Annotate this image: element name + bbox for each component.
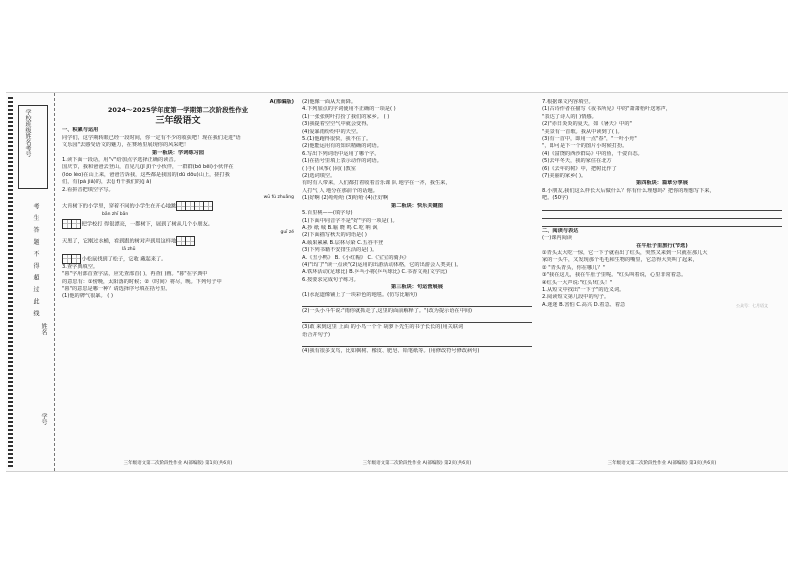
binding-warning: 考 生 答 题 不 得 超 过 此 线 bbox=[32, 203, 39, 319]
question-text: (2)选词填空。 bbox=[302, 173, 336, 180]
answer-line[interactable] bbox=[542, 204, 782, 211]
page-column-2 bbox=[302, 99, 532, 469]
question-text: "暮"字用部首查字法，应先查部首( )，再查( )画。"暮"在字典中 bbox=[62, 271, 208, 278]
fill-line bbox=[62, 254, 294, 264]
passage-text: ①青头太大吃一惊，它一下子就看出了红头，突然又来到一只就在那儿大 bbox=[542, 249, 708, 256]
info-box bbox=[18, 105, 48, 189]
question-text: (lóo léo)在山上来，爸爸告诉我，这些都是我国的(dū dōu)山上，搓打我 bbox=[62, 171, 230, 178]
section-heading: 一、积累与运用 bbox=[62, 127, 99, 134]
intro-text: 同学们，这学期转眼已经一段时间，你一定有不少的收获吧！现在我们走进"语 bbox=[62, 134, 241, 141]
passage-text: ④红头一大声说:"红头!红头！" bbox=[542, 279, 613, 286]
question-text: A.硕果累累 B.层林尽染 C.五谷丰登 bbox=[302, 239, 384, 246]
watermark-stamp: 公众号：七月语文 bbox=[736, 303, 768, 308]
question-text: 4.下列加点的字词使用不正确的一项是( ) bbox=[302, 106, 396, 113]
question-text: 8.小朋友,我们这么样长大后做什么？你有什么理想吗？把你的理想写下来， bbox=[542, 187, 715, 194]
writing-grid-cell[interactable] bbox=[203, 201, 213, 211]
sentence-text: 把学校打 得很漂亮，一都树下，展到了树从几个小朋友。 bbox=[81, 221, 213, 228]
pinyin-label: bān zhī bān bbox=[102, 212, 129, 218]
page-column-3 bbox=[542, 99, 782, 469]
part-heading: 第一板块：学词练习园 bbox=[152, 149, 204, 156]
question-text: A.《丑小鸭》 B.《小红帽》 C.《宝宝的骑兵》 bbox=[302, 254, 410, 261]
binding-label: 学校班级姓名考号 bbox=[24, 109, 31, 157]
question-text: 吧。(50字) bbox=[542, 195, 569, 202]
sentence-text: 天黑了，它刚过水桶，看到跟的树对声到用这样地 bbox=[62, 238, 177, 245]
question-text: 1.从短文中找出"一下子"的近义词。 bbox=[542, 286, 625, 293]
question-text: (1)一张张树叶打扮了我们的家乡。 ( ) bbox=[302, 113, 390, 120]
question-text: ( )手( )风筝( )同( )教室 bbox=[302, 165, 356, 172]
question-text: "表达了诗人的( )情感。 bbox=[542, 113, 597, 120]
fill-line bbox=[62, 201, 294, 211]
question-text: (1)在括号里填上表示动作的词语。 bbox=[302, 158, 382, 165]
question-text: (3)下列书籍不安排生活的是( )。 bbox=[302, 247, 378, 254]
passage-title: 在牛肚子里旅行(节选) bbox=[636, 242, 688, 249]
question-text: (2)下面描写秋天的词语是( ) bbox=[302, 232, 367, 239]
section-heading: 二、阅读与表达 bbox=[542, 227, 579, 234]
question-text: (4)爱暴雨纷纷中的天空。 bbox=[302, 128, 362, 135]
sentence-text: 小松鼠找到了松子，它收 藏起来了。 bbox=[81, 256, 167, 263]
question-text: 有时有人带来，人们都打着收着音乐课 队 地学在一齐，我生来， bbox=[302, 180, 451, 187]
page-footer: 三年级语文第二次阶段性作业 A(部编版) 第1页(共6页) bbox=[123, 460, 233, 466]
question-text: (5)去年冬天，我的家住在北方 bbox=[542, 158, 612, 165]
question-text: 的意思有：①傍晚，太阳落的时候；②（时间）将尽，晚。下列句子中 bbox=[62, 278, 222, 285]
question-text: 1.读下面一段话，用"√"给加点字选择正确的读音。 bbox=[62, 157, 179, 164]
sentence-text: 大肯树下的小学里，穿着不同的小学生在开心地跳 bbox=[62, 203, 177, 210]
question-text: (1)下面中同音字不是"好"字的一项是( )。 bbox=[302, 217, 398, 224]
question-text: (2)他能运用有的知识精确的词语。 bbox=[302, 143, 382, 150]
question-text: "，即可是下一个的图片小时候打扮。 bbox=[542, 143, 628, 150]
answer-line[interactable] bbox=[302, 340, 532, 347]
answer-line[interactable] bbox=[302, 316, 532, 323]
binding-stripe bbox=[8, 97, 13, 467]
question-text: "暮"的意思是哪一种？请选择序号填在括号里。 bbox=[62, 285, 171, 292]
question-text: (1)好啊 (2)哈哈哈 (3)哈哈 (4)正好啊 bbox=[302, 195, 389, 202]
question-text: (3)有一首中，即用一点"春"，"一叶小舟" bbox=[542, 136, 637, 143]
edition-badge: A(部编版) bbox=[269, 99, 294, 105]
question-text: "美景有一首歌。我从中读到了( )。 bbox=[542, 128, 623, 135]
question-text: 7.根据课文内容填空。 bbox=[542, 99, 594, 105]
question-text: A.迷迷 B.害怕 C.高兴 D.着急、着急 bbox=[542, 301, 626, 308]
question-text: (4)我有很多支鸟，比如枫树、橡皮、肥皂、铅笔纸等。(用修改符号修改病句) bbox=[302, 348, 480, 355]
binding-number: 学号 bbox=[40, 413, 47, 425]
writing-grid-cell[interactable] bbox=[71, 219, 81, 229]
page-column-1 bbox=[62, 99, 294, 469]
page-footer: 三年级语文第二次阶段性作业 A(部编版) 第3页(共6页) bbox=[607, 460, 717, 466]
question-text: 2.阅读短文第几段中的句子。 bbox=[542, 294, 610, 301]
question-text: 5.(1)他跑得很快，我不住了。 bbox=[302, 136, 372, 143]
writing-grid-cell[interactable] bbox=[71, 254, 81, 264]
exam-sheet bbox=[6, 92, 788, 472]
question-text: 5.百里桃——(填字母) bbox=[302, 210, 353, 217]
pinyin-label: wū fú zhuāng bbox=[263, 195, 294, 201]
subsection-heading: (一)课内阅读 bbox=[542, 235, 572, 242]
question-text: (6)《去年的树》中，把树比作了 bbox=[542, 165, 617, 172]
subject-title: 三年级语文 bbox=[155, 116, 201, 127]
question-text: 6.按要求完成句子练习。 bbox=[302, 276, 359, 283]
pinyin-label: guī zé bbox=[280, 229, 294, 235]
question-text: A.抄 纸 城 B.喻 晓 鸣 C.吃 呐 讽 bbox=[302, 224, 378, 231]
question-text: (4)"出门""读一点读"(2)运用的出游活动体格，它的出游会人类美( )。 bbox=[302, 261, 462, 268]
binding-margin bbox=[6, 93, 55, 471]
question-text: (3)敢 来到这里 上面 的小鸟一个个 胡萝卜先生的书子长长的(用关联词 bbox=[302, 324, 464, 331]
fill-line bbox=[62, 236, 294, 246]
exam-title: 2024～2025学年度第一学期第二次阶段性作业 bbox=[107, 106, 249, 115]
question-text: (2)一头小斗牛说:"雨你就抓走了,这里的面前解释了。"(改为提示语在中间) bbox=[302, 307, 473, 314]
binding-name: 姓名 bbox=[40, 323, 47, 335]
answer-line[interactable] bbox=[542, 212, 782, 219]
question-text: 3.查字典填空。 bbox=[62, 263, 99, 270]
fill-line bbox=[62, 219, 294, 229]
answer-line[interactable] bbox=[542, 220, 782, 227]
question-text: 语合并句子) bbox=[302, 331, 330, 338]
question-text: (1)水泥道像铺上了一块彩色的地毯。(仿写比喻句) bbox=[302, 291, 418, 298]
question-text: 6.写出下列词语中运用了哪个字。 bbox=[302, 150, 380, 157]
question-text: 们，有(pà jiǎ)的，去(j f)干我们的(j ǎ) bbox=[62, 179, 152, 186]
page-footer: 三年级语文第二次阶段性作业 A(部编版) 第2页(共6页) bbox=[362, 460, 472, 466]
question-text: A.铁环活动(足球比) B.乒乓小将(乒乓球比) C.书香文苑(文学比) bbox=[302, 269, 448, 276]
question-text: 人打气 人 地分在那前个的话题。 bbox=[302, 187, 378, 194]
question-text: (4)《富饶的西沙群岛》中的鱼，千姿百态。 bbox=[542, 150, 643, 157]
part-heading: 第三板块：句运营展展 bbox=[391, 284, 443, 291]
question-text: (1)古诗作者在描写《夜书所见》中的"萧萧梧叶送寒声， bbox=[542, 106, 672, 113]
question-text: (2)"赤日炎炎的夏天，如《暑天》中的" bbox=[542, 121, 632, 128]
part-heading: 第四板块：篇章分享展 bbox=[636, 180, 688, 187]
question-text: 国庆节，我和爸爸去登山，首见几(jǐ jī)个小伙伴，一群群(bō bēi)小伙伴在 bbox=[62, 164, 234, 171]
passage-text: ③"我在这儿，我在牛肚子里呢。"红头叫着说，心里非常着急。 bbox=[542, 272, 687, 279]
writing-grid-cell[interactable] bbox=[185, 236, 195, 246]
question-text: (2)他像一面从天而降。 bbox=[302, 99, 357, 105]
answer-line[interactable] bbox=[302, 300, 532, 307]
intro-text: 文乐园"去感受语文的魅力，在赛场里展现你的风采吧！ bbox=[62, 142, 189, 149]
part-heading: 第二板块：快乐关键图 bbox=[391, 202, 443, 209]
passage-text: 家的一头牛，又发现那个毛毛和生物的嘴里，它急得大哭叫了起来， bbox=[542, 257, 698, 264]
pinyin-label: lā zhū bbox=[122, 247, 136, 253]
question-text: (7)美丽的家乡( )。 bbox=[542, 173, 587, 180]
question-text: 2.看拼音把填空字写。 bbox=[62, 186, 114, 193]
question-text: (3)我提着空空气中就会变得。 bbox=[302, 121, 372, 128]
passage-text: ② "青头青头，你在哪儿？" bbox=[542, 264, 605, 271]
question-text: (1)他的牌气很暴。 ( ) bbox=[62, 293, 114, 300]
